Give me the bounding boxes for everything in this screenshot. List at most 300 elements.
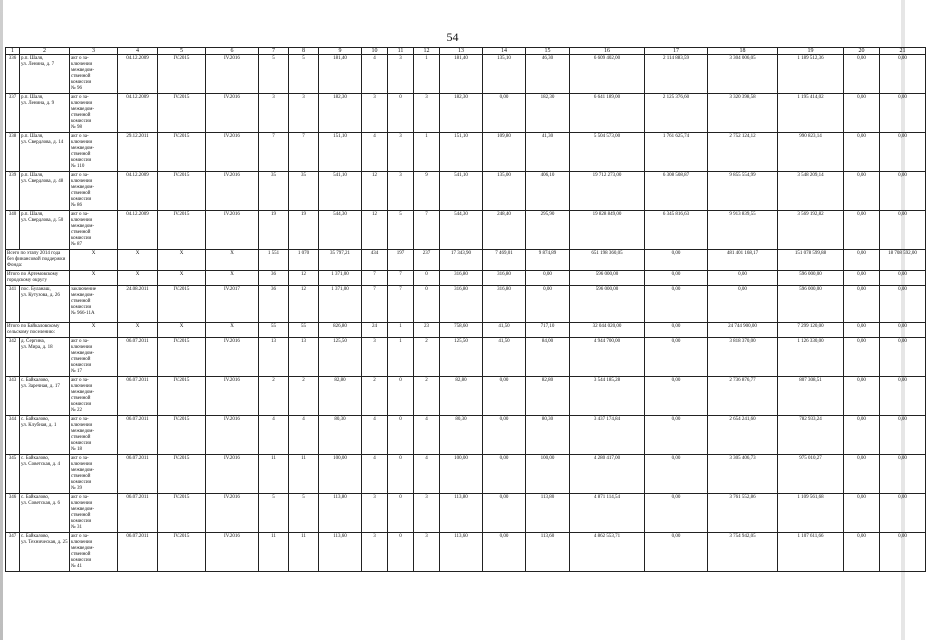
table-cell: 0,00 — [880, 533, 926, 572]
table-cell: 3 — [414, 533, 440, 572]
table-cell: 0,00 — [880, 94, 926, 133]
table-cell: 5 504 573,00 — [570, 133, 645, 172]
table-cell: 3 548 209,14 — [778, 172, 844, 211]
table-cell: 1 — [388, 338, 414, 377]
table-cell: IV.2017 — [206, 286, 259, 323]
table-cell: 04.12.2009 — [118, 211, 158, 250]
table-cell: 807 308,51 — [778, 377, 844, 416]
column-number: 11 — [388, 48, 414, 55]
table-cell: 3 — [362, 494, 388, 533]
table-cell: 0,00 — [844, 250, 880, 271]
column-number: 7 — [259, 48, 289, 55]
table-cell: 826,80 — [319, 323, 362, 338]
table-cell: акт о за- ключении межведом- ственной комиссии № 86 — [70, 172, 118, 211]
table-cell: р.п. Шаля, ул. Свердлова, д. 14 — [20, 133, 70, 172]
table-cell: заключение межведом- ственной комиссии № 966-11А — [70, 286, 118, 323]
table-cell: 11 — [259, 455, 289, 494]
table-cell: 9 874,89 — [526, 250, 570, 271]
table-row — [6, 377, 926, 416]
table-cell: 316,80 — [440, 286, 483, 323]
table-cell: 0,00 — [844, 271, 880, 286]
table-cell: 135,00 — [483, 172, 526, 211]
table-cell: 4 — [289, 416, 319, 455]
table-row — [6, 455, 926, 494]
table-cell: 346 — [6, 494, 20, 533]
table-cell: 04.12.2009 — [118, 172, 158, 211]
table-cell: IV.2015 — [158, 416, 206, 455]
table-cell: 0,00 — [708, 271, 778, 286]
table-cell: 181,40 — [319, 55, 362, 94]
subtotal-label: Итого по Артемовскому городскому округу — [6, 271, 70, 286]
table-cell: 2 — [414, 377, 440, 416]
column-number: 13 — [440, 48, 483, 55]
table-row — [6, 172, 926, 211]
table-cell: X — [158, 250, 206, 271]
table-cell: 32 044 020,00 — [570, 323, 645, 338]
table-cell: 11 — [289, 455, 319, 494]
table-cell: 3 818 370,00 — [708, 338, 778, 377]
table-cell: 2 — [289, 377, 319, 416]
table-cell: X — [158, 323, 206, 338]
table-cell: 0,00 — [880, 455, 926, 494]
table-cell: 0,00 — [880, 416, 926, 455]
table-cell: 5 — [388, 211, 414, 250]
table-cell: 340 — [6, 211, 20, 250]
table-cell: р.п. Шаля, ул. Ленина, д. 7 — [20, 55, 70, 94]
table-cell: 4 — [362, 133, 388, 172]
table-cell: 406,10 — [526, 172, 570, 211]
table-cell: X — [70, 250, 118, 271]
table-cell: 2 736 876,77 — [708, 377, 778, 416]
table-cell: 182,30 — [526, 94, 570, 133]
table-cell: IV.2015 — [158, 55, 206, 94]
table-cell: 1 — [388, 323, 414, 338]
table-cell: 0,00 — [526, 271, 570, 286]
table-cell: с. Байкалово, ул. Советская, д. 6 — [20, 494, 70, 533]
table-cell: 0,00 — [526, 286, 570, 323]
table-cell: 0,00 — [483, 455, 526, 494]
table-cell: 80,30 — [440, 416, 483, 455]
table-cell: 544,30 — [440, 211, 483, 250]
table-cell: 343 — [6, 377, 20, 416]
table-cell: р.п. Шаля, ул. Ленина, д. 9 — [20, 94, 70, 133]
table-cell: 2 125 376,60 — [645, 94, 708, 133]
table-cell: IV.2016 — [206, 416, 259, 455]
table-cell: 544,30 — [319, 211, 362, 250]
table-cell: 0,00 — [880, 271, 926, 286]
column-number: 2 — [20, 48, 70, 55]
table-cell: X — [206, 323, 259, 338]
table-cell: 990 823,14 — [778, 133, 844, 172]
table-cell: 541,10 — [440, 172, 483, 211]
table-cell: 0,00 — [645, 323, 708, 338]
subtotal-row — [6, 271, 926, 286]
column-number: 3 — [70, 48, 118, 55]
table-cell: 35 797,21 — [319, 250, 362, 271]
table-cell: 3 — [362, 338, 388, 377]
table-cell: 182,30 — [440, 94, 483, 133]
table-cell: 82,80 — [319, 377, 362, 416]
table-cell: с. Байкалово, ул. Клубная, д. 1 — [20, 416, 70, 455]
table-cell: 0,00 — [708, 286, 778, 323]
table-row — [6, 533, 926, 572]
table-cell: 7 — [289, 133, 319, 172]
column-number: 8 — [289, 48, 319, 55]
table-cell: 0,00 — [844, 416, 880, 455]
column-number: 17 — [645, 48, 708, 55]
table-cell: 0 — [388, 455, 414, 494]
table-cell: акт о за- ключении межведом- ственной комиссии № 98 — [70, 94, 118, 133]
column-number: 18 — [708, 48, 778, 55]
table-cell: 113,80 — [440, 494, 483, 533]
column-number: 15 — [526, 48, 570, 55]
table-cell: 1 195 414,02 — [778, 94, 844, 133]
table-cell: 0 — [414, 286, 440, 323]
table-cell: 0,00 — [645, 250, 708, 271]
table-cell: 7 — [362, 271, 388, 286]
table-cell: 24 744 900,00 — [708, 323, 778, 338]
table-cell: 06.07.2011 — [118, 455, 158, 494]
table-cell: 12 — [289, 286, 319, 323]
table-cell: 316,80 — [483, 286, 526, 323]
table-cell: 13 — [289, 338, 319, 377]
table-row — [6, 94, 926, 133]
table-cell: 41,50 — [483, 323, 526, 338]
table-cell: 151,10 — [319, 133, 362, 172]
table-cell: 46,30 — [526, 55, 570, 94]
table-cell: 2 114 883,59 — [645, 55, 708, 94]
table-cell: 3 — [388, 133, 414, 172]
table-cell: X — [206, 271, 259, 286]
table-cell: 29.12.2011 — [118, 133, 158, 172]
table-cell: 55 — [259, 323, 289, 338]
table-cell: 7 — [259, 133, 289, 172]
table-cell: 3 — [388, 55, 414, 94]
table-cell: IV.2015 — [158, 94, 206, 133]
table-cell: 316,80 — [440, 271, 483, 286]
table-cell: IV.2016 — [206, 94, 259, 133]
table-cell: 0,00 — [645, 377, 708, 416]
table-cell: 3 320 398,58 — [708, 94, 778, 133]
table-cell: 5 — [259, 494, 289, 533]
table-cell: 6 345 816,63 — [645, 211, 708, 250]
column-number: 20 — [844, 48, 880, 55]
column-number: 10 — [362, 48, 388, 55]
column-number: 9 — [319, 48, 362, 55]
table-cell: 2 752 124,12 — [708, 133, 778, 172]
table-cell: 0,00 — [645, 455, 708, 494]
table-cell: 80,30 — [526, 416, 570, 455]
table-cell: 0,00 — [880, 286, 926, 323]
subtotal-label: Итого по Байкаловскому сельскому поселению: — [6, 323, 70, 338]
table-cell: акт о за- ключении межведом- ственной комиссии № 96 — [70, 55, 118, 94]
table-cell: 651 198 360,05 — [570, 250, 645, 271]
table-cell: X — [118, 250, 158, 271]
table-cell: 0,00 — [844, 286, 880, 323]
table-cell: 0 — [388, 377, 414, 416]
table-cell: IV.2016 — [206, 211, 259, 250]
table-cell: 1 189 512,36 — [778, 55, 844, 94]
table-cell: 41,30 — [526, 133, 570, 172]
table-cell: 0,00 — [645, 338, 708, 377]
table-cell: 0,00 — [645, 533, 708, 572]
table-cell: 0 — [388, 533, 414, 572]
table-cell: акт о за- ключении межведом- ственной комиссии № 87 — [70, 211, 118, 250]
table-cell: 24.08.2011 — [118, 286, 158, 323]
subtotal-row — [6, 323, 926, 338]
table-cell: 316,80 — [483, 271, 526, 286]
table-cell: 344 — [6, 416, 20, 455]
table-cell: 82,80 — [440, 377, 483, 416]
table-cell: 2 — [362, 377, 388, 416]
table-row — [6, 416, 926, 455]
table-cell: 7 — [414, 211, 440, 250]
table-cell: акт о за- ключении межведом- ственной комиссии № 22 — [70, 377, 118, 416]
table-cell: 5 — [259, 55, 289, 94]
table-cell: 182,30 — [319, 94, 362, 133]
table-cell: 782 933,24 — [778, 416, 844, 455]
table-cell: 06.07.2011 — [118, 533, 158, 572]
table-cell: 80,30 — [319, 416, 362, 455]
table-cell: 7 299 120,00 — [778, 323, 844, 338]
table-cell: 1 551 — [259, 250, 289, 271]
table-cell: 3 — [414, 94, 440, 133]
table-cell: 434 — [362, 250, 388, 271]
table-cell: IV.2015 — [158, 211, 206, 250]
table-cell: 345 — [6, 455, 20, 494]
table-cell: 0,00 — [844, 323, 880, 338]
table-cell: 248,40 — [483, 211, 526, 250]
table-cell: IV.2015 — [158, 494, 206, 533]
table-cell: 717,10 — [526, 323, 570, 338]
table-cell: 337 — [6, 94, 20, 133]
table-cell: с. Байкалово, ул. Советская, д. 4 — [20, 455, 70, 494]
table-cell: акт о за- ключении межведом- ственной комиссии № 41 — [70, 533, 118, 572]
table-cell: 0 — [414, 271, 440, 286]
table-cell: 339 — [6, 172, 20, 211]
table-cell: 1 371,00 — [319, 286, 362, 323]
table-cell: 4 862 553,71 — [570, 533, 645, 572]
table-cell: 9 913 839,55 — [708, 211, 778, 250]
table-cell: 0,00 — [880, 211, 926, 250]
table-cell: 100,00 — [526, 455, 570, 494]
table-cell: 109,80 — [483, 133, 526, 172]
table-cell: 0,00 — [844, 455, 880, 494]
table-cell: 3 544 185,28 — [570, 377, 645, 416]
table-cell: 18 708 592,00 — [880, 250, 926, 271]
table-cell: 1 126 330,00 — [778, 338, 844, 377]
table-row — [6, 55, 926, 94]
table-cell: 0,00 — [844, 338, 880, 377]
table-cell: 17 343,90 — [440, 250, 483, 271]
table-cell: 82,80 — [526, 377, 570, 416]
table-cell: 36 — [259, 286, 289, 323]
table-cell: 596 000,00 — [778, 271, 844, 286]
table-cell: 0,00 — [483, 94, 526, 133]
table-cell: IV.2016 — [206, 172, 259, 211]
table-cell: 0,00 — [844, 55, 880, 94]
table-cell: 3 — [362, 533, 388, 572]
table-cell: IV.2016 — [206, 338, 259, 377]
table-cell: IV.2016 — [206, 455, 259, 494]
table-cell: 7 469,01 — [483, 250, 526, 271]
table-cell: 295,90 — [526, 211, 570, 250]
table-cell: 0,00 — [844, 494, 880, 533]
table-cell: 113,60 — [319, 533, 362, 572]
table-cell: 125,50 — [440, 338, 483, 377]
table-cell: 3 305 406,73 — [708, 455, 778, 494]
table-cell: IV.2015 — [158, 377, 206, 416]
table-cell: 11 — [289, 533, 319, 572]
table-cell: 596 000,00 — [570, 286, 645, 323]
table-cell: IV.2015 — [158, 286, 206, 323]
table-cell: 06.07.2011 — [118, 377, 158, 416]
column-number: 4 — [118, 48, 158, 55]
table-cell: IV.2015 — [158, 533, 206, 572]
table-cell: 975 010,27 — [778, 455, 844, 494]
table-cell: 0,00 — [844, 533, 880, 572]
table-cell: 19 712 273,00 — [570, 172, 645, 211]
table-cell: 3 — [289, 94, 319, 133]
table-cell: IV.2015 — [158, 172, 206, 211]
column-number-row — [6, 48, 926, 55]
table-cell: 0,00 — [483, 377, 526, 416]
table-cell: 12 — [289, 271, 319, 286]
table-cell: 12 — [362, 211, 388, 250]
subtotal-row — [6, 250, 926, 271]
table-row — [6, 211, 926, 250]
table-cell: 4 — [362, 55, 388, 94]
table-cell: 9 855 554,99 — [708, 172, 778, 211]
table-cell: 0,00 — [483, 416, 526, 455]
table-cell: IV.2016 — [206, 133, 259, 172]
table-cell: акт о за- ключении межведом- ственной комиссии № 39 — [70, 455, 118, 494]
table-cell: 0,00 — [483, 533, 526, 572]
table-cell: пос. Буланаш, ул. Кутузова, д. 26 — [20, 286, 70, 323]
table-cell: 0,00 — [645, 416, 708, 455]
table-cell: 151,10 — [440, 133, 483, 172]
table-cell: 0,00 — [844, 172, 880, 211]
table-cell: 7 — [362, 286, 388, 323]
table-cell: 1 — [414, 133, 440, 172]
table-cell: 596 000,00 — [778, 286, 844, 323]
table-cell: акт о за- ключении межведом- ственной комиссии № 110 — [70, 133, 118, 172]
table-cell: 4 280 417,00 — [570, 455, 645, 494]
table-cell: 0,00 — [880, 133, 926, 172]
table-cell: 0,00 — [844, 211, 880, 250]
table-cell: 135,10 — [483, 55, 526, 94]
table-cell: 3 — [414, 494, 440, 533]
column-number: 6 — [206, 48, 259, 55]
table-cell: акт о за- ключении межведом- ственной комиссии № 17 — [70, 338, 118, 377]
housing-resettlement-table — [5, 47, 926, 572]
table-cell: 36 — [259, 271, 289, 286]
table-cell: 12 — [362, 172, 388, 211]
table-row — [6, 494, 926, 533]
table-row — [6, 133, 926, 172]
table-cell: 758,60 — [440, 323, 483, 338]
table-cell: с. Байкалово, ул. Техническая, д. 25 — [20, 533, 70, 572]
table-cell: 3 437 174,84 — [570, 416, 645, 455]
table-cell: с. Байкалово, ул. Заречная, д. 17 — [20, 377, 70, 416]
table-cell: 2 — [414, 338, 440, 377]
table-cell: 0,00 — [880, 172, 926, 211]
table-cell: 0,00 — [645, 494, 708, 533]
table-cell: 84,00 — [526, 338, 570, 377]
table-cell: 6 308 508,87 — [645, 172, 708, 211]
table-cell: 2 — [259, 377, 289, 416]
table-cell: X — [206, 250, 259, 271]
table-row — [6, 286, 926, 323]
table-cell: 04.12.2009 — [118, 94, 158, 133]
table-cell: 1 371,00 — [319, 271, 362, 286]
table-cell: 100,00 — [319, 455, 362, 494]
table-cell: 4 871 114,54 — [570, 494, 645, 533]
table-cell: 24 — [362, 323, 388, 338]
table-cell: 596 000,00 — [570, 271, 645, 286]
table-cell: 113,80 — [319, 494, 362, 533]
table-cell: 3 569 192,82 — [778, 211, 844, 250]
table-cell: 113,80 — [526, 494, 570, 533]
column-number: 21 — [880, 48, 926, 55]
table-cell: IV.2016 — [206, 55, 259, 94]
table-cell: 0,00 — [880, 377, 926, 416]
table-cell: 4 944 700,00 — [570, 338, 645, 377]
table-cell: 100,00 — [440, 455, 483, 494]
table-cell: 9 — [414, 172, 440, 211]
table-cell: 197 — [388, 250, 414, 271]
table-cell: 1 109 561,68 — [778, 494, 844, 533]
table-cell: 0,00 — [645, 286, 708, 323]
table-cell: 113,60 — [440, 533, 483, 572]
table-cell: 41,50 — [483, 338, 526, 377]
table-cell: 06.07.2011 — [118, 494, 158, 533]
table-cell: 04.12.2009 — [118, 55, 158, 94]
table-cell: 336 — [6, 55, 20, 94]
column-number: 16 — [570, 48, 645, 55]
table-cell: 0,00 — [645, 271, 708, 286]
table-cell: р.п. Шаля, ул. Свердлова, д. 50 — [20, 211, 70, 250]
table-cell: 181,40 — [440, 55, 483, 94]
table-cell: IV.2015 — [158, 338, 206, 377]
table-cell: 3 — [259, 94, 289, 133]
table-cell: 0 — [388, 416, 414, 455]
table-cell: IV.2016 — [206, 533, 259, 572]
table-cell: 2 654 241,60 — [708, 416, 778, 455]
scan-left-edge — [0, 0, 3, 640]
table-cell: IV.2015 — [158, 455, 206, 494]
table-cell: 3 — [388, 172, 414, 211]
table-cell: 7 — [388, 271, 414, 286]
table-cell: 347 — [6, 533, 20, 572]
table-cell: 0,00 — [844, 94, 880, 133]
table-cell: 113,60 — [526, 533, 570, 572]
table-cell: 338 — [6, 133, 20, 172]
table-cell: 7 — [388, 286, 414, 323]
column-number: 14 — [483, 48, 526, 55]
table-cell: 35 — [259, 172, 289, 211]
table-cell: IV.2016 — [206, 494, 259, 533]
table-cell: 6 609 402,00 — [570, 55, 645, 94]
table-cell: 237 — [414, 250, 440, 271]
table-cell: 19 — [259, 211, 289, 250]
table-cell: 151 078 599,88 — [778, 250, 844, 271]
table-cell: IV.2015 — [158, 133, 206, 172]
table-cell: 35 — [289, 172, 319, 211]
table-cell: 5 — [289, 55, 319, 94]
table-cell: 13 — [259, 338, 289, 377]
table-cell: 55 — [289, 323, 319, 338]
